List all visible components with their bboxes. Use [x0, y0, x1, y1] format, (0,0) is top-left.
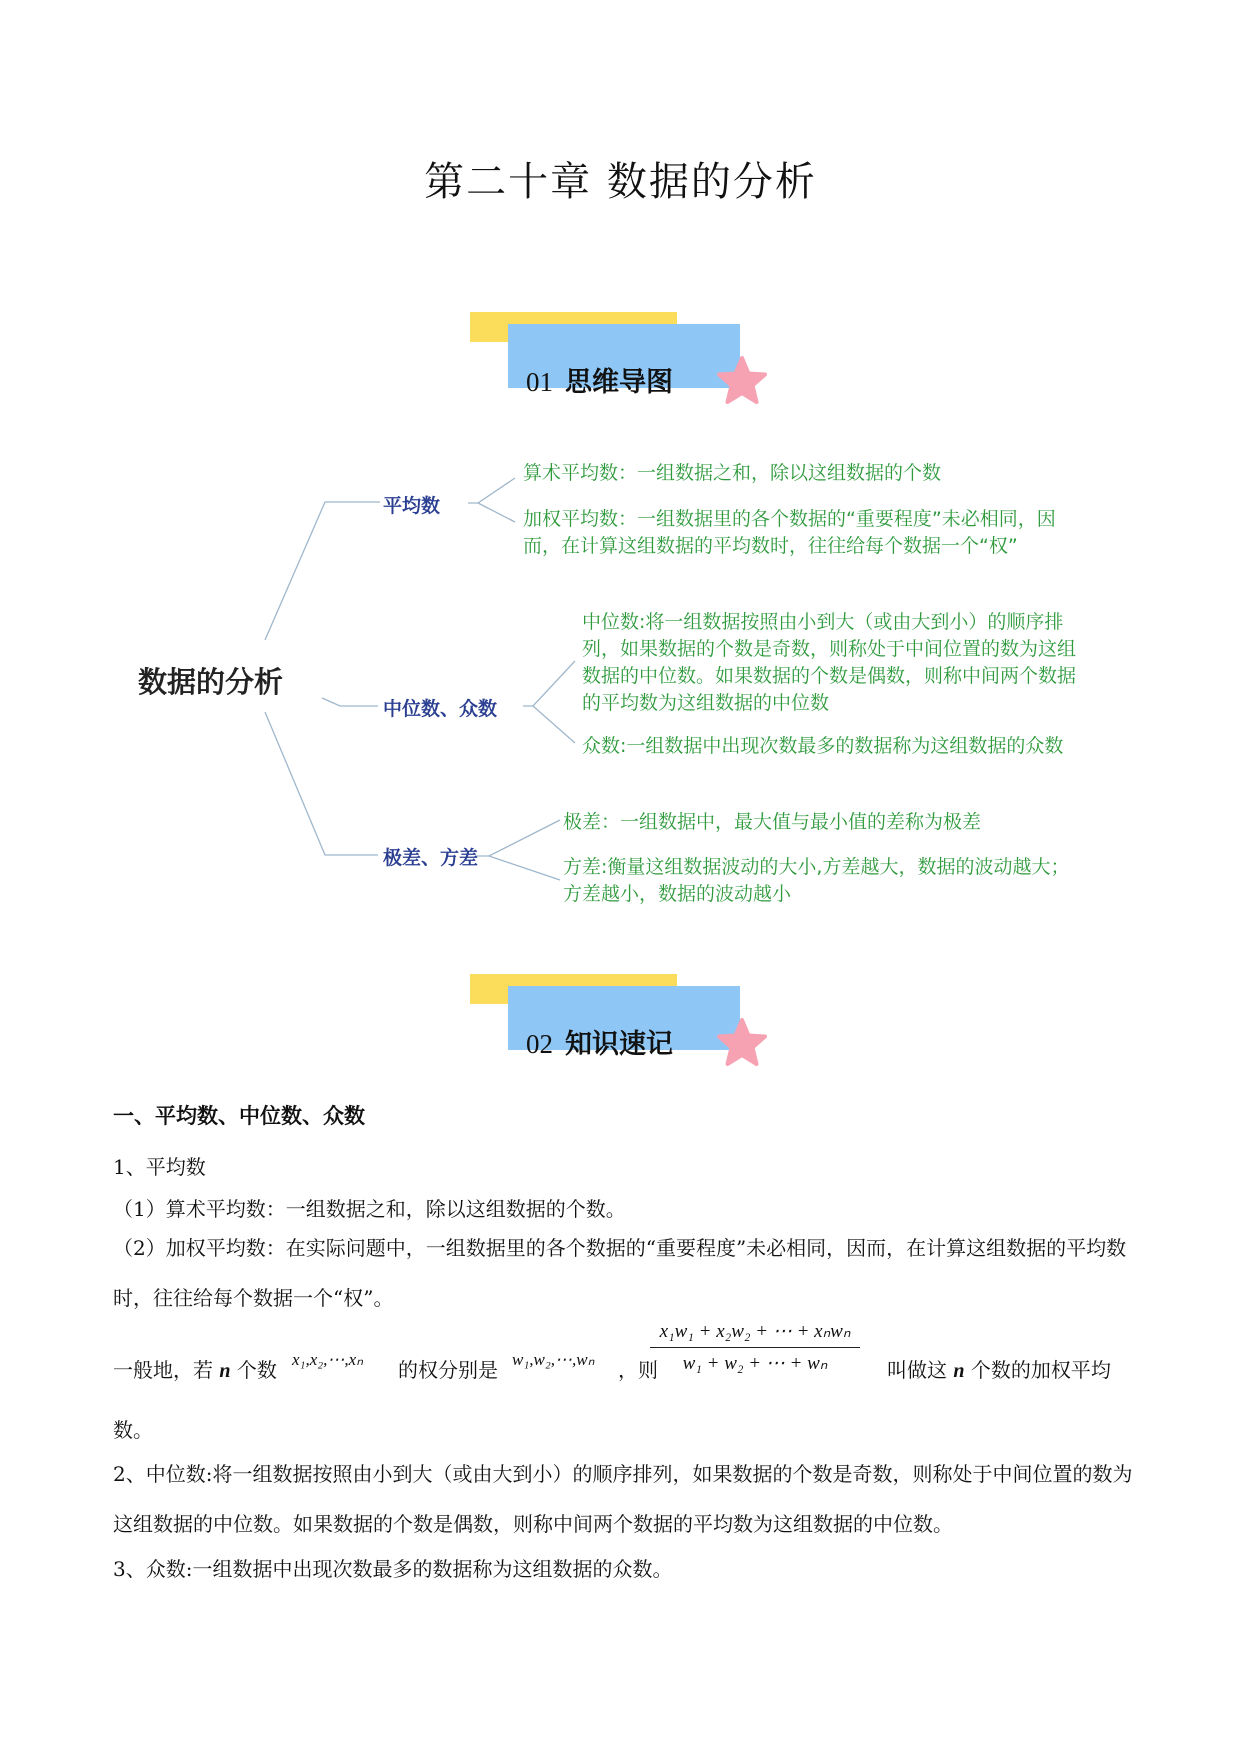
mindmap-leaf-median: 中位数:将一组数据按照由小到大（或由大到小）的顺序排列，如果数据的个数是奇数，则称处于中间位置的数为这组数据的中位数。如果数据的个数是偶数，则称中间两个数据的平均数为这组数据的中位数	[582, 611, 1077, 714]
notes-item3-mode: 3、众数:一组数据中出现次数最多的数据称为这组数据的众数。	[113, 1557, 673, 1581]
mindmap-leaf-arithmetic-mean: 算术平均数：一组数据之和，除以这组数据的个数	[523, 462, 942, 484]
notes-item1-title: 1、平均数	[113, 1155, 206, 1179]
mindmap-leaf-mode: 众数:一组数据中出现次数最多的数据称为这组数据的众数	[582, 735, 1064, 757]
page-title: 第二十章 数据的分析	[424, 159, 817, 205]
math-x-values: x₁,x₂,⋯,xₙ	[292, 1350, 363, 1369]
weighted-mid2: 的权分别是	[398, 1358, 498, 1382]
connector-root-branch1	[265, 502, 380, 640]
mindmap-leaf-weighted-mean: 加权平均数：一组数据里的各个数据的“重要程度”未必相同，因而，在计算这组数据的平均数时，往往给每个数据一个“权”	[523, 508, 1056, 557]
formula-numerator: x₁w₁ + x₂w₂ + ⋯ + xₙwₙ	[650, 1320, 860, 1348]
star-icon	[716, 356, 768, 406]
mindmap-root: 数据的分析	[138, 665, 284, 699]
section-label	[526, 1022, 673, 1061]
mindmap-leaf-range: 极差：一组数据中，最大值与最小值的差称为极差	[563, 811, 982, 833]
weighted-suffix-a: 叫做这	[887, 1358, 947, 1382]
section-header-notes	[470, 974, 770, 1074]
math-w-values: w₁,w₂,⋯,wₙ	[512, 1350, 595, 1369]
connector-b2-l1	[523, 661, 575, 706]
notes-item2-median: 2、中位数:将一组数据按照由小到大（或由大到小）的顺序排列，如果数据的个数是奇数，则称处于中间位置的数为这组数据的中位数。如果数据的个数是偶数，则称中间两个数据的平均数为这组数据的中位数。	[113, 1462, 1133, 1536]
math-n: n	[953, 1360, 965, 1382]
connector-root-branch3	[265, 712, 378, 855]
weighted-prefix	[113, 1354, 277, 1383]
weighted-suffix	[887, 1354, 1111, 1383]
connector-b3-l2	[489, 856, 560, 880]
formula-denominator: w₁ + w₂ + ⋯ + wₙ	[682, 1353, 828, 1374]
star-icon	[716, 1018, 768, 1068]
notes-item1-weighted: （2）加权平均数：在实际问题中，一组数据里的各个数据的“重要程度”未必相同，因而，在计算这组数据的平均数时，往往给每个数据一个“权”。	[113, 1236, 1127, 1310]
math-n: n	[219, 1360, 231, 1382]
weighted-tail: 数。	[113, 1418, 153, 1442]
notes-item1-arithmetic: （1）算术平均数：一组数据之和，除以这组数据的个数。	[113, 1197, 626, 1221]
mindmap-branch-range-variance: 极差、方差	[383, 847, 479, 869]
mindmap-branch-mean: 平均数	[383, 495, 441, 517]
connector-b1-l2	[478, 503, 515, 522]
weighted-mean-formula	[650, 1320, 860, 1375]
section-number: 02	[526, 1029, 553, 1059]
notes-heading: 一、平均数、中位数、众数	[113, 1104, 365, 1128]
connector-root-branch2	[322, 698, 378, 706]
section-name: 知识速记	[565, 1029, 673, 1060]
weighted-mid1: 个数	[236, 1358, 277, 1382]
section-name: 思维导图	[565, 367, 673, 398]
connector-b3-l1	[476, 820, 560, 856]
weighted-mid3: ，则	[618, 1358, 658, 1382]
connector-b1-l1	[468, 478, 515, 503]
section-label	[526, 360, 673, 399]
weighted-suffix-b: 个数的加权平均	[970, 1358, 1111, 1382]
section-number: 01	[526, 367, 553, 397]
mindmap-branch-median-mode: 中位数、众数	[383, 698, 498, 720]
section-header-mindmap	[470, 312, 770, 412]
connector-b2-l2	[533, 706, 575, 743]
weighted-prefix-text: 一般地，若	[113, 1358, 213, 1382]
mindmap-leaf-variance: 方差:衡量这组数据波动的大小,方差越大，数据的波动越大；方差越小，数据的波动越小	[563, 856, 1070, 905]
